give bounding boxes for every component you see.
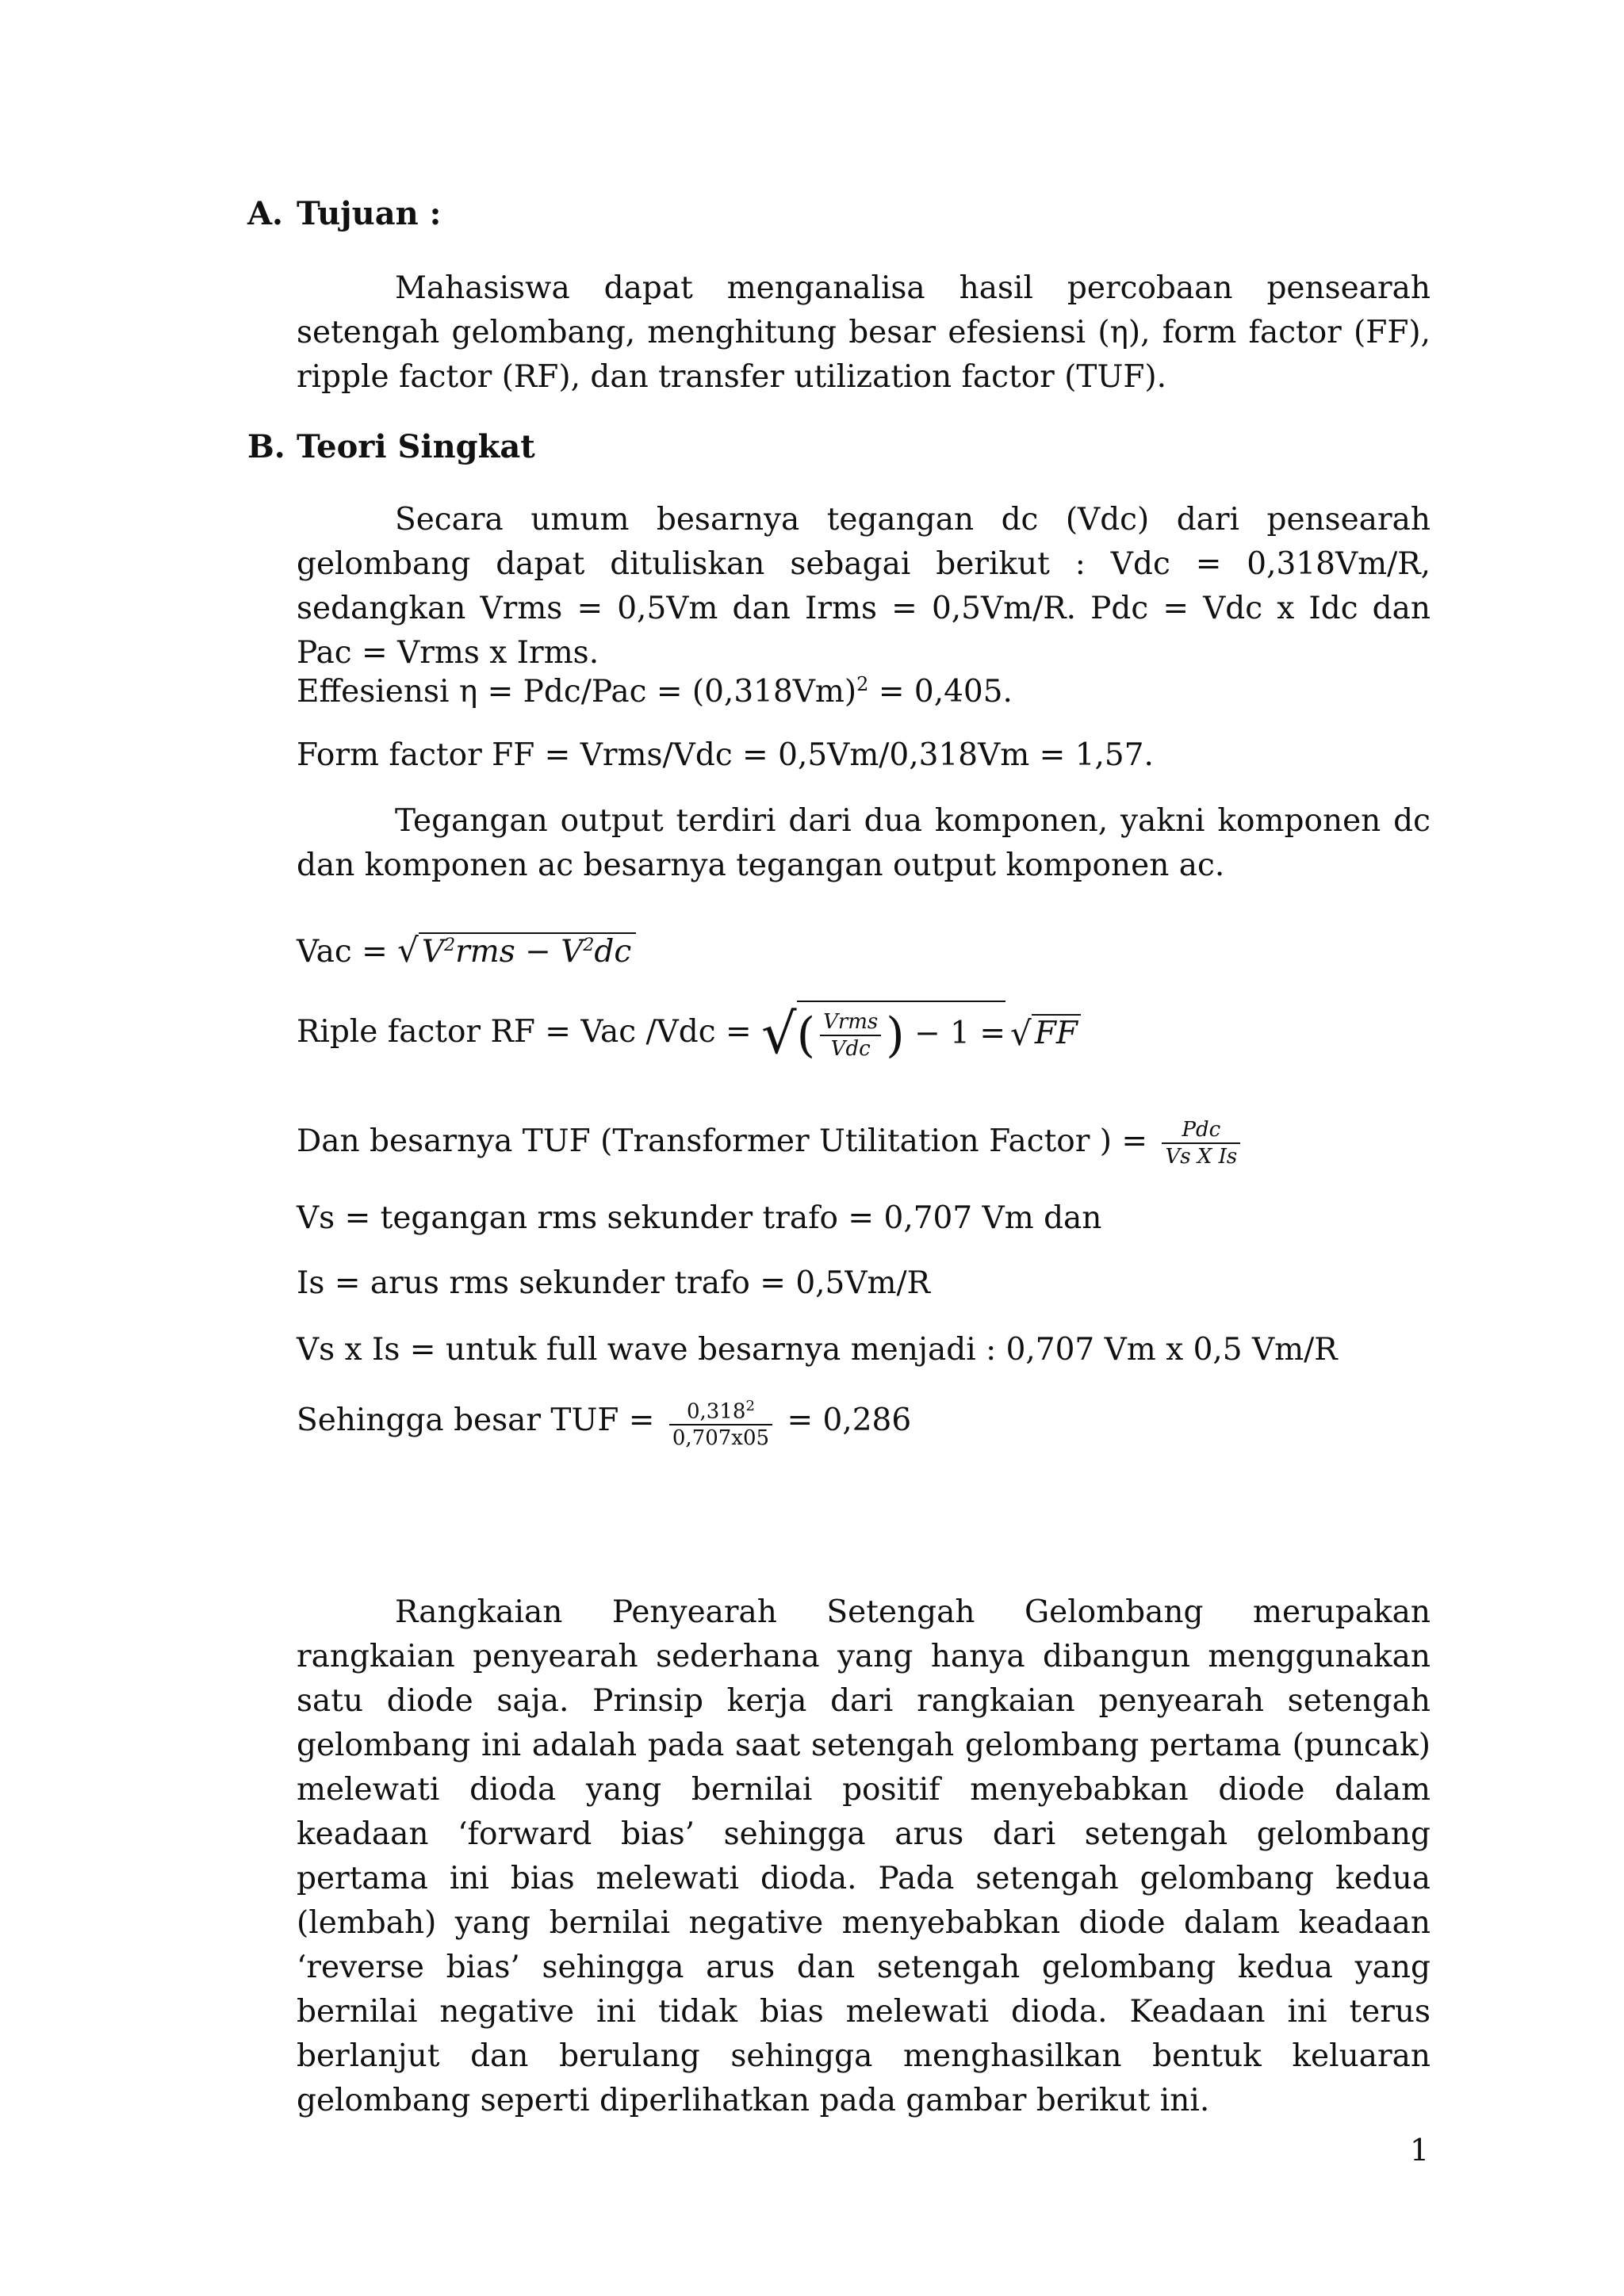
section-b-paragraph-2 [297, 799, 1431, 888]
vac-term-a-sub: rms [455, 934, 515, 970]
efisiensi-line [297, 664, 1013, 712]
section-b-text-2: Tegangan output terdiri dari dua komponen, yakni komponen dc dan komponen ac besarnya tegangan output komponen ac. [297, 803, 1431, 883]
section-a-paragraph [297, 266, 1431, 400]
vac-term-b-sub: dc [594, 934, 632, 970]
tuf-result-den: 0,707x05 [672, 1426, 770, 1451]
vac-term-b-sup: 2 [583, 936, 595, 955]
ripple-num: Vrms [820, 1009, 881, 1036]
section-a-heading [247, 195, 441, 232]
section-b-paragraph-1 [297, 498, 1431, 675]
vac-prefix: Vac = [297, 934, 398, 970]
tuf-den: Vs X Is [1165, 1145, 1238, 1169]
ripple-prefix: Riple factor RF = Vac /Vdc = [297, 1014, 762, 1050]
tuf-formula [297, 1112, 1245, 1172]
section-a-title: Tujuan : [297, 195, 442, 232]
vac-radicand [419, 932, 636, 970]
section-b-heading [247, 428, 535, 465]
vac-sqrt: √ $V^2rms - V^2dc$ [397, 926, 636, 972]
is-line: Is = arus rms sekunder trafo = 0,5Vm/R [297, 1265, 931, 1301]
ripple-radicand: ( $\frac{\text{Vrms}}{\text{Vdc}}$ ) − 1 = [797, 1001, 1005, 1067]
vs-line: Vs = tegangan rms sekunder trafo = 0,707 Vm dan [297, 1200, 1102, 1236]
section-b-paragraph-3 [297, 1590, 1431, 2123]
vac-term-b: V [561, 934, 584, 970]
form-factor-line: Form factor FF = Vrms/Vdc = 0,5Vm/0,318Vm = 1,57. [297, 737, 1154, 773]
vac-term-a-sup: 2 [444, 936, 456, 955]
tuf-result-num [669, 1394, 772, 1426]
ripple-ff: FF [1032, 1014, 1081, 1051]
vac-formula [297, 926, 636, 972]
tuf-prefix: Dan besarnya TUF (Transformer Utilitation Factor ) = [297, 1123, 1158, 1159]
vac-term-a: V [421, 934, 445, 970]
vac-minus: − [515, 934, 561, 970]
section-a-text: Mahasiswa dapat menganalisa hasil percobaan pensearah setengah gelombang, menghitung besar efesiensi (η), form factor (FF), ripple factor (RF), dan transfer utilization factor (TUF). [297, 270, 1431, 395]
page-number: 1 [1410, 2133, 1430, 2168]
efisiensi-suffix: = 0,405. [868, 674, 1013, 710]
tuf-result-fraction [669, 1394, 772, 1452]
ripple-formula: Riple factor RF = Vac /Vdc = √( $\frac{\text{Vrms}}{\text{Vdc}}$ ) − 1 =√ FF [297, 1001, 1081, 1067]
ripple-fraction [820, 1009, 881, 1062]
section-a-letter: A. [247, 195, 283, 232]
section-b-text-3: Rangkaian Penyearah Setengah Gelombang merupakan rangkaian penyearah sederhana yang hanya dibangun menggunakan satu diode saja. Prinsip kerja dari rangkaian penyearah setengah gelombang ini adalah pada saat setengah gelombang pertama (puncak) melewati dioda yang bernilai positif menyebabkan diode dalam keadaan ‘forward bias’ sehingga arus dari setengah gelombang pertama ini bias melewati dioda. Pada setengah gelombang kedua (lembah) yang bernilai negative menyebabkan diode dalam keadaan ‘reverse bias’ sehingga arus dan setengah gelombang kedua yang bernilai negative ini tidak bias melewati dioda. Keadaan ini terus berlanjut dan berulang sehingga menghasilkan bentuk keluaran gelombang seperti diperlihatkan pada gambar berikut ini. [297, 1594, 1431, 2118]
ripple-rest: − 1 = [904, 1016, 1006, 1051]
tuf-result-value: = 0,286 [777, 1402, 912, 1438]
section-b-text-1: Secara umum besarnya tegangan dc (Vdc) dari pensearah gelombang dapat dituliskan sebagai berikut : Vdc = 0,318Vm/R, sedangkan Vrms = 0,5Vm dan Irms = 0,5Vm/R. Pdc = Vdc x Idc dan Pac = Vrms x Irms. [297, 502, 1431, 671]
section-b-letter: B. [247, 428, 285, 465]
ripple-den: Vdc [830, 1037, 871, 1061]
section-b-title: Teori Singkat [297, 428, 535, 465]
tuf-result-num-value: 0,318 [687, 1399, 746, 1424]
tuf-result-formula [297, 1389, 911, 1452]
tuf-fraction [1162, 1117, 1240, 1169]
tuf-num: Pdc [1162, 1117, 1240, 1144]
vsis-line: Vs x Is = untuk full wave besarnya menjadi : 0,707 Vm x 0,5 Vm/R [297, 1332, 1338, 1368]
tuf-result-num-sup: 2 [745, 1397, 755, 1414]
efisiensi-prefix: Effesiensi η = Pdc/Pac = (0,318Vm) [297, 674, 857, 710]
efisiensi-sup: 2 [856, 673, 869, 695]
tuf-result-prefix: Sehingga besar TUF = [297, 1402, 665, 1438]
